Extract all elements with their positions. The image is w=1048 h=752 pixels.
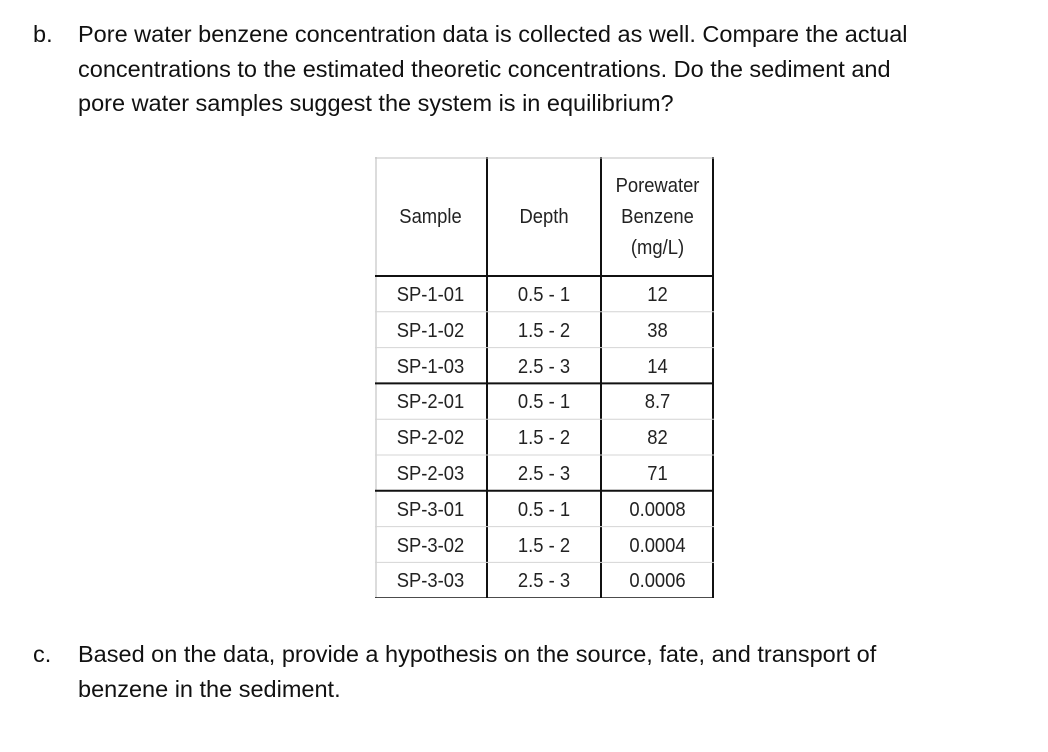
question-b-line: Pore water benzene concentration data is collected as well. Compare the actual [78,21,908,47]
header-benzene: Benzene [621,206,694,228]
cell-depth: 2.5 - 3 [517,570,571,593]
cell-depth: 2.5 - 3 [517,463,571,485]
cell-depth: 1.5 - 2 [517,319,571,342]
question-b-marker: b. [33,21,53,47]
cell-sample: SP-2-01 [396,391,465,414]
cell-sample: SP-1-02 [396,319,465,342]
cell-sample: SP-3-03 [396,570,465,593]
cell-sample: SP-1-01 [396,284,465,306]
cell-sample: SP-1-03 [396,355,465,378]
question-c-text [78,637,1018,706]
header-units: (mg/L) [630,237,685,259]
cell-benzene: 12 [647,284,668,306]
cell-benzene: 0.0004 [629,534,686,557]
cell-benzene: 82 [647,427,668,450]
cell-benzene: 71 [647,463,668,485]
cell-sample: SP-2-03 [396,463,465,485]
question-b-line: pore water samples suggest the system is in equilibrium? [78,90,674,116]
question-c-line: Based on the data, provide a hypothesis on the source, fate, and transport of [78,641,877,667]
header-depth: Depth [519,206,569,228]
cell-depth: 1.5 - 2 [517,534,571,557]
cell-benzene: 14 [647,355,668,378]
header-porewater: Porewater [615,175,700,197]
question-c-line: benzene in the sediment. [78,675,341,702]
cell-depth: 0.5 - 1 [517,498,571,521]
cell-benzene: 8.7 [644,391,671,414]
cell-depth: 1.5 - 2 [517,427,571,450]
header-sample: Sample [399,206,462,228]
cell-benzene: 0.0008 [629,498,686,521]
cell-sample: SP-3-02 [396,534,465,557]
cell-depth: 0.5 - 1 [517,284,571,306]
cell-benzene: 38 [647,319,668,342]
question-b-text [78,17,1018,121]
cell-benzene: 0.0006 [629,570,686,593]
cell-depth: 2.5 - 3 [517,355,571,378]
question-b-line: concentrations to the estimated theoretic concentrations. Do the sediment and [78,55,891,82]
question-c-marker: c. [33,641,52,667]
cell-sample: SP-2-02 [396,427,465,450]
cell-depth: 0.5 - 1 [517,391,571,414]
cell-sample: SP-3-01 [396,498,465,521]
porewater-benzene-table [375,157,714,598]
